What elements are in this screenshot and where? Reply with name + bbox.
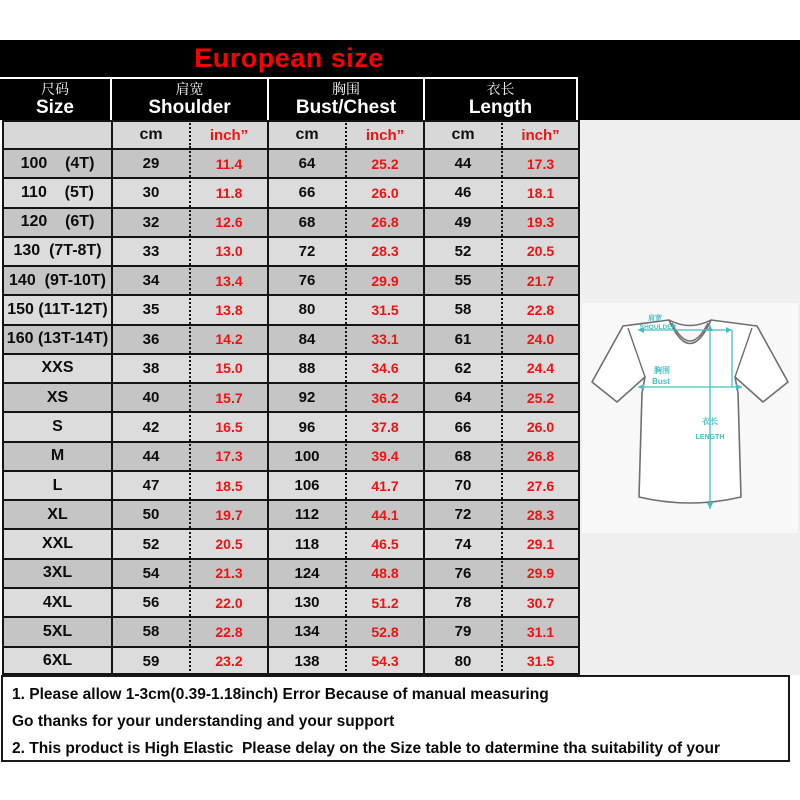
bust-inch-value: 39.4 — [345, 441, 423, 470]
units-bust-cm: cm — [267, 120, 345, 148]
shoulder-cm-value: 54 — [111, 558, 189, 587]
shoulder-cm-value: 56 — [111, 587, 189, 616]
length-cm-value: 74 — [423, 528, 501, 557]
units-size-spacer — [4, 120, 111, 148]
bust-cm-value: 72 — [267, 236, 345, 265]
title-bar — [0, 40, 578, 79]
length-inch-value: 26.0 — [501, 411, 578, 440]
shoulder-inch-value: 11.8 — [189, 177, 267, 206]
length-cm-value: 72 — [423, 499, 501, 528]
bust-inch-value: 37.8 — [345, 411, 423, 440]
shoulder-inch-value: 22.0 — [189, 587, 267, 616]
units-bust-inch: inch” — [345, 120, 423, 148]
size-label: 130 (7T-8T) — [4, 236, 111, 265]
length-inch-value: 21.7 — [501, 265, 578, 294]
length-label-en: LENGTH — [695, 434, 725, 441]
units-length-cm: cm — [423, 120, 501, 148]
size-label: 5XL — [4, 616, 111, 645]
shoulder-inch-value: 15.7 — [189, 382, 267, 411]
length-cm-value: 80 — [423, 646, 501, 675]
bust-cm-value: 100 — [267, 441, 345, 470]
shoulder-cm-value: 29 — [111, 148, 189, 177]
length-inch-value: 27.6 — [501, 470, 578, 499]
bust-cm-value: 118 — [267, 528, 345, 557]
size-label: 140 (9T-10T) — [4, 265, 111, 294]
shoulder-cm-value: 33 — [111, 236, 189, 265]
bust-cm-value: 88 — [267, 353, 345, 382]
column-header-length — [423, 79, 578, 120]
column-header-bust-zh: 胸围 — [332, 81, 360, 97]
bust-inch-value: 31.5 — [345, 294, 423, 323]
column-header-shoulder-en: Shoulder — [148, 97, 231, 118]
column-header-length-zh: 衣长 — [486, 81, 515, 97]
size-label: L — [4, 470, 111, 499]
bust-inch-value: 54.3 — [345, 646, 423, 675]
shoulder-inch-value: 12.6 — [189, 207, 267, 236]
length-cm-value: 64 — [423, 382, 501, 411]
page-title: European size — [194, 43, 384, 73]
column-header-bust — [267, 79, 423, 120]
shoulder-inch-value: 13.8 — [189, 294, 267, 323]
bust-cm-value: 130 — [267, 587, 345, 616]
length-inch-value: 31.1 — [501, 616, 578, 645]
bust-inch-value: 26.0 — [345, 177, 423, 206]
shoulder-inch-value: 20.5 — [189, 528, 267, 557]
bust-cm-value: 96 — [267, 411, 345, 440]
shoulder-inch-value: 19.7 — [189, 499, 267, 528]
length-cm-value: 62 — [423, 353, 501, 382]
column-header-size-zh: 尺码 — [41, 81, 69, 97]
size-label: XL — [4, 499, 111, 528]
shoulder-cm-value: 42 — [111, 411, 189, 440]
bust-label-zh: 胸围 — [654, 366, 670, 375]
bust-cm-value: 138 — [267, 646, 345, 675]
bust-cm-value: 112 — [267, 499, 345, 528]
shoulder-inch-value: 17.3 — [189, 441, 267, 470]
length-cm-value: 49 — [423, 207, 501, 236]
bust-inch-value: 29.9 — [345, 265, 423, 294]
bust-cm-value: 64 — [267, 148, 345, 177]
length-cm-value: 68 — [423, 441, 501, 470]
column-header-bust-en: Bust/Chest — [295, 97, 397, 118]
bust-cm-value: 66 — [267, 177, 345, 206]
length-inch-value: 30.7 — [501, 587, 578, 616]
tshirt-diagram — [582, 303, 798, 533]
bust-inch-value: 25.2 — [345, 148, 423, 177]
footnote-2: Go thanks for your understanding and your support — [12, 713, 395, 730]
size-label: 150 (11T-12T) — [4, 294, 111, 323]
shoulder-inch-value: 14.2 — [189, 324, 267, 353]
length-inch-value: 24.0 — [501, 324, 578, 353]
length-inch-value: 22.8 — [501, 294, 578, 323]
length-label-zh: 衣长 — [702, 417, 718, 426]
length-arrow-bottom — [707, 503, 713, 509]
units-length-inch: inch” — [501, 120, 578, 148]
shoulder-label-en: SHOULDER — [639, 324, 677, 331]
bust-inch-value: 46.5 — [345, 528, 423, 557]
bust-inch-value: 34.6 — [345, 353, 423, 382]
shoulder-inch-value: 15.0 — [189, 353, 267, 382]
size-label: XXL — [4, 528, 111, 557]
bust-cm-value: 80 — [267, 294, 345, 323]
column-headers — [0, 79, 578, 120]
size-label: 120 (6T) — [4, 207, 111, 236]
bust-cm-value: 92 — [267, 382, 345, 411]
table-header — [0, 40, 800, 120]
shoulder-label-zh: 肩宽 — [648, 315, 662, 322]
shoulder-inch-value: 11.4 — [189, 148, 267, 177]
footnotes-box — [1, 675, 790, 762]
size-label: XXS — [4, 353, 111, 382]
length-cm-value: 58 — [423, 294, 501, 323]
column-header-size-en: Size — [35, 97, 75, 118]
length-cm-value: 70 — [423, 470, 501, 499]
length-inch-value: 18.1 — [501, 177, 578, 206]
shoulder-inch-value: 18.5 — [189, 470, 267, 499]
column-header-size — [0, 79, 110, 120]
size-label: 100 (4T) — [4, 148, 111, 177]
bust-inch-value: 36.2 — [345, 382, 423, 411]
length-cm-value: 44 — [423, 148, 501, 177]
size-label: XS — [4, 382, 111, 411]
shoulder-cm-value: 50 — [111, 499, 189, 528]
tshirt-outline — [592, 320, 788, 503]
size-label: 110 (5T) — [4, 177, 111, 206]
bust-cm-value: 124 — [267, 558, 345, 587]
column-header-shoulder — [110, 79, 267, 120]
tshirt-drawing — [582, 303, 798, 533]
shoulder-cm-value: 40 — [111, 382, 189, 411]
bust-inch-value: 33.1 — [345, 324, 423, 353]
shoulder-inch-value: 21.3 — [189, 558, 267, 587]
bust-cm-value: 76 — [267, 265, 345, 294]
length-inch-value: 31.5 — [501, 646, 578, 675]
bust-inch-value: 41.7 — [345, 470, 423, 499]
length-cm-value: 66 — [423, 411, 501, 440]
length-inch-value: 26.8 — [501, 441, 578, 470]
shoulder-cm-value: 44 — [111, 441, 189, 470]
bust-label-en: Bust — [652, 377, 670, 386]
shoulder-inch-value: 13.0 — [189, 236, 267, 265]
length-inch-value: 29.9 — [501, 558, 578, 587]
footnote-1: 1. Please allow 1-3cm(0.39-1.18inch) Error Because of manual measuring — [12, 686, 549, 703]
bust-inch-value: 52.8 — [345, 616, 423, 645]
length-inch-value: 20.5 — [501, 236, 578, 265]
bust-inch-value: 48.8 — [345, 558, 423, 587]
bust-cm-value: 106 — [267, 470, 345, 499]
length-inch-value: 29.1 — [501, 528, 578, 557]
length-cm-value: 52 — [423, 236, 501, 265]
shoulder-inch-value: 23.2 — [189, 646, 267, 675]
length-inch-value: 24.4 — [501, 353, 578, 382]
length-cm-value: 76 — [423, 558, 501, 587]
units-shoulder-cm: cm — [111, 120, 189, 148]
length-cm-value: 79 — [423, 616, 501, 645]
shoulder-inch-value: 22.8 — [189, 616, 267, 645]
bust-inch-value: 28.3 — [345, 236, 423, 265]
size-label: 160 (13T-14T) — [4, 324, 111, 353]
length-cm-value: 78 — [423, 587, 501, 616]
bust-arrow-left — [638, 384, 644, 390]
length-cm-value: 55 — [423, 265, 501, 294]
size-label: 6XL — [4, 646, 111, 675]
length-inch-value: 19.3 — [501, 207, 578, 236]
bust-arrow-right — [736, 384, 742, 390]
bust-cm-value: 134 — [267, 616, 345, 645]
footnote-3: 2. This product is High Elastic Please delay on the Size table to datermine tha suitability of your — [12, 740, 720, 757]
shoulder-inch-value: 16.5 — [189, 411, 267, 440]
shoulder-cm-value: 38 — [111, 353, 189, 382]
shoulder-cm-value: 30 — [111, 177, 189, 206]
shoulder-inch-value: 13.4 — [189, 265, 267, 294]
bust-inch-value: 26.8 — [345, 207, 423, 236]
length-cm-value: 46 — [423, 177, 501, 206]
length-inch-value: 25.2 — [501, 382, 578, 411]
size-label: S — [4, 411, 111, 440]
bust-inch-value: 51.2 — [345, 587, 423, 616]
size-label: M — [4, 441, 111, 470]
bust-cm-value: 68 — [267, 207, 345, 236]
length-inch-value: 28.3 — [501, 499, 578, 528]
column-header-length-en: Length — [468, 97, 533, 118]
shoulder-cm-value: 52 — [111, 528, 189, 557]
length-inch-value: 17.3 — [501, 148, 578, 177]
shoulder-cm-value: 35 — [111, 294, 189, 323]
units-shoulder-inch: inch” — [189, 120, 267, 148]
shoulder-cm-value: 34 — [111, 265, 189, 294]
size-table — [2, 120, 580, 675]
shoulder-cm-value: 58 — [111, 616, 189, 645]
column-header-shoulder-zh: 肩宽 — [175, 81, 204, 97]
bust-inch-value: 44.1 — [345, 499, 423, 528]
shoulder-cm-value: 36 — [111, 324, 189, 353]
shoulder-cm-value: 59 — [111, 646, 189, 675]
shoulder-cm-value: 32 — [111, 207, 189, 236]
bust-cm-value: 84 — [267, 324, 345, 353]
length-cm-value: 61 — [423, 324, 501, 353]
size-label: 4XL — [4, 587, 111, 616]
shoulder-cm-value: 47 — [111, 470, 189, 499]
size-label: 3XL — [4, 558, 111, 587]
